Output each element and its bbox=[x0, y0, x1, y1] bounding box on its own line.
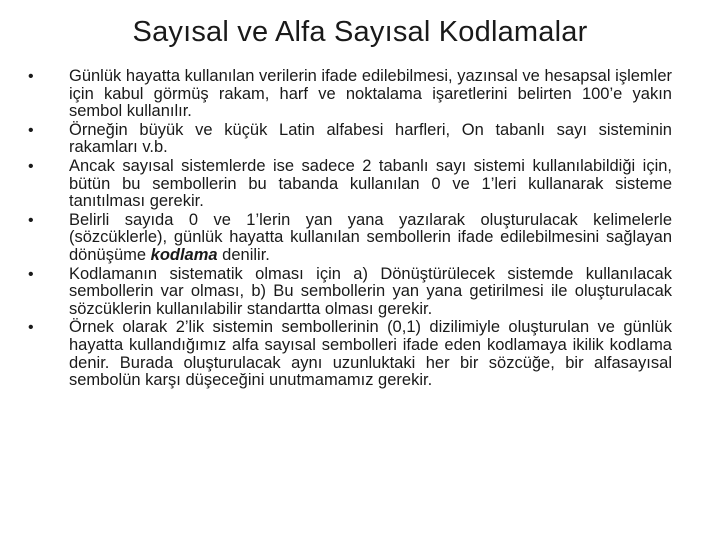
bullet-dot-icon: • bbox=[28, 68, 34, 85]
bullet-item-3 bbox=[24, 158, 672, 211]
bullet-list bbox=[24, 68, 672, 390]
bullet-item-6 bbox=[24, 319, 672, 389]
bullet-text-after: denilir. bbox=[217, 245, 270, 264]
bullet-item-5 bbox=[24, 266, 672, 319]
bullet-text: Örneğin büyük ve küçük Latin alfabesi harfleri, On tabanlı sayı sisteminin rakamları v.b. bbox=[69, 120, 672, 157]
bullet-item-2 bbox=[24, 122, 672, 157]
slide-title: Sayısal ve Alfa Sayısal Kodlamalar bbox=[132, 16, 588, 48]
emphasized-term: kodlama bbox=[150, 245, 218, 264]
bullet-dot-icon: • bbox=[28, 211, 34, 229]
bullet-text: Ancak sayısal sistemlerde ise sadece 2 tabanlı sayı sistemi kullanılabildiği için, bütün bu sembollerin bu tabanda kullanılan 0 ve 1’leri kullanarak sisteme tanıtılması gerekir. bbox=[69, 156, 672, 211]
bullet-dot-icon: • bbox=[28, 157, 34, 175]
bullet-item-4 bbox=[24, 212, 672, 265]
bullet-text-before: Belirli sayıda 0 ve 1’lerin yan yana yazılarak oluşturulacak kelimelerle (sözcüklerle), günlük hayatta kullanılan sembollerin ifade edilebilmesini sağlayan dönüşüme bbox=[69, 210, 672, 264]
bullet-dot-icon: • bbox=[28, 319, 34, 337]
bullet-text: Örnek olarak 2’lik sistemin sembollerinin (0,1) dizilimiyle oluşturulan ve günlük hayatta kullandığımız alfa sayısal sembolleri ifade eden kodlamaya ikilik kodlama denir. Burada oluşturulacak aynı uzunluktaki her bir sözcüğe, bir alfasayısal sembolün karşı düşeceğini unutmamamız gerekir. bbox=[69, 318, 672, 390]
bullet-dot-icon: • bbox=[28, 265, 34, 283]
bullet-text: Günlük hayatta kullanılan verilerin ifade edilebilmesi, yazınsal ve hesapsal işlemler için kabul görmüş rakam, harf ve noktalama işaretlerini belirten 100’e yakın sembol kullanılır. bbox=[69, 67, 672, 121]
bullet-dot-icon: • bbox=[28, 121, 34, 139]
bullet-text: Kodlamanın sistematik olması için a) Dönüştürülecek sistemde kullanılacak sembollerin var olması, b) Bu sembollerin yan yana getirilmesi ile oluşturulacak sözcüklerin kullanılabilir standartta olması gerekir. bbox=[69, 264, 672, 318]
bullet-item-1 bbox=[24, 68, 672, 121]
